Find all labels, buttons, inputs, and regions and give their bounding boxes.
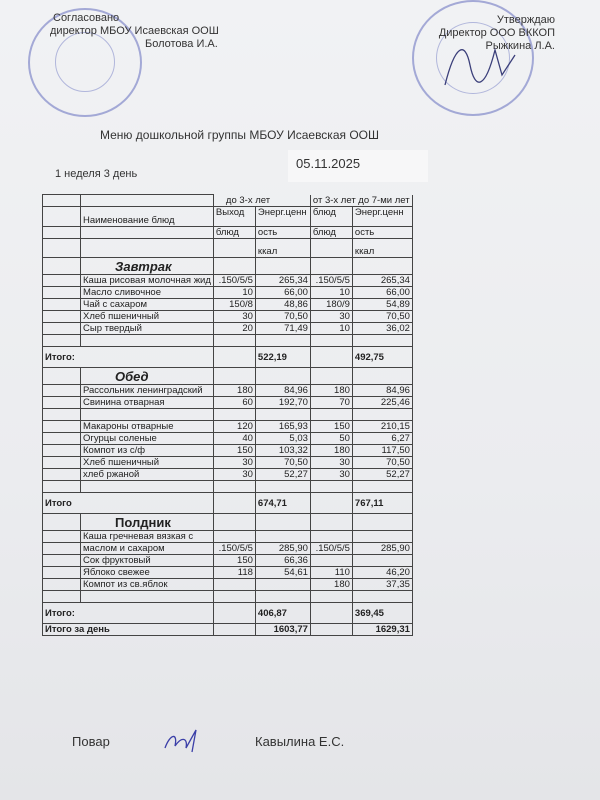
table-cell xyxy=(81,195,214,207)
menu-item-row xyxy=(43,433,413,445)
table-cell xyxy=(213,591,255,603)
col-energy-1: Энерг.ценн xyxy=(255,207,310,227)
energy-under3: 70,50 xyxy=(255,457,310,469)
output-under3: 40 xyxy=(213,433,255,445)
energy-under3: 70,50 xyxy=(255,311,310,323)
output-3to7: 30 xyxy=(310,457,352,469)
table-cell xyxy=(43,239,81,258)
table-cell xyxy=(43,531,81,543)
output-3to7: 30 xyxy=(310,469,352,481)
cook-label: Повар xyxy=(72,734,110,749)
table-cell xyxy=(213,239,255,258)
energy-3to7: 265,34 xyxy=(352,275,412,287)
approval-left-line1: Согласовано xyxy=(53,12,120,24)
cook-signature xyxy=(160,726,210,756)
total-label: Итого: xyxy=(43,347,214,368)
table-cell xyxy=(43,195,81,207)
total-3to7: 767,11 xyxy=(352,493,412,514)
menu-item-row xyxy=(43,543,413,555)
output-under3: 30 xyxy=(213,311,255,323)
table-cell xyxy=(43,555,81,567)
table-cell xyxy=(255,481,310,493)
energy-under3: 52,27 xyxy=(255,469,310,481)
table-cell xyxy=(213,335,255,347)
output-under3: 30 xyxy=(213,457,255,469)
table-cell xyxy=(43,481,81,493)
energy-3to7: 210,15 xyxy=(352,421,412,433)
table-cell xyxy=(43,397,81,409)
section-title: Обед xyxy=(81,368,214,385)
energy-3to7 xyxy=(352,531,412,543)
energy-under3: 54,61 xyxy=(255,567,310,579)
menu-item-row xyxy=(43,469,413,481)
energy-under3 xyxy=(255,531,310,543)
output-3to7: 180 xyxy=(310,385,352,397)
day-total-row xyxy=(43,624,413,636)
output-3to7: 10 xyxy=(310,323,352,335)
table-cell xyxy=(310,239,352,258)
table-cell xyxy=(43,207,81,227)
day-total-under3: 1603,77 xyxy=(255,624,310,636)
output-under3: 60 xyxy=(213,397,255,409)
dish-name xyxy=(81,409,214,421)
table-cell xyxy=(81,227,214,239)
dish-name: Рассольник ленинградский xyxy=(81,385,214,397)
output-under3: .150/5/5 xyxy=(213,275,255,287)
energy-under3: 48,86 xyxy=(255,299,310,311)
table-cell xyxy=(310,335,352,347)
output-3to7: 110 xyxy=(310,567,352,579)
table-cell xyxy=(310,603,352,624)
table-cell xyxy=(310,481,352,493)
table-cell xyxy=(43,514,81,531)
energy-under3: 165,93 xyxy=(255,421,310,433)
menu-item-row xyxy=(43,299,413,311)
dish-name: Макароны отварные xyxy=(81,421,214,433)
table-cell xyxy=(255,368,310,385)
table-cell xyxy=(81,335,214,347)
energy-3to7: 46,20 xyxy=(352,567,412,579)
dish-name: Свинина отварная xyxy=(81,397,214,409)
col-output-1: Выход xyxy=(213,207,255,227)
table-cell xyxy=(43,409,81,421)
menu-item-row xyxy=(43,555,413,567)
table-cell xyxy=(352,368,412,385)
table-cell xyxy=(43,287,81,299)
dish-name: Компот из с/ф xyxy=(81,445,214,457)
table-cell xyxy=(213,258,255,275)
table-cell xyxy=(43,579,81,591)
energy-3to7: 54,89 xyxy=(352,299,412,311)
output-3to7: 180 xyxy=(310,445,352,457)
table-cell xyxy=(310,258,352,275)
dish-name: Огурцы соленые xyxy=(81,433,214,445)
output-under3: 150/8 xyxy=(213,299,255,311)
output-3to7 xyxy=(310,531,352,543)
column-header-row xyxy=(43,207,413,227)
approval-right-line2: Директор ООО ВККОП xyxy=(438,27,555,39)
energy-3to7: 36,02 xyxy=(352,323,412,335)
date-box xyxy=(288,150,428,182)
table-cell xyxy=(43,258,81,275)
approval-left-line2: директор МБОУ Исаевская ООШ xyxy=(50,25,219,37)
menu-table xyxy=(42,194,413,636)
table-cell xyxy=(43,385,81,397)
energy-3to7: 117,50 xyxy=(352,445,412,457)
section-total-row xyxy=(43,493,413,514)
output-under3: 180 xyxy=(213,385,255,397)
menu-item-row xyxy=(43,275,413,287)
energy-under3: 66,36 xyxy=(255,555,310,567)
output-under3: 10 xyxy=(213,287,255,299)
energy-under3: 84,96 xyxy=(255,385,310,397)
age-group-2: от 3-х лет до 7-ми лет xyxy=(310,195,412,207)
dish-name: маслом и сахаром xyxy=(81,543,214,555)
dish-name: Каша рисовая молочная жид xyxy=(81,275,214,287)
energy-under3: 265,34 xyxy=(255,275,310,287)
menu-item-row xyxy=(43,397,413,409)
section-header-row xyxy=(43,514,413,531)
dish-name: Яблоко свежее xyxy=(81,567,214,579)
total-3to7: 492,75 xyxy=(352,347,412,368)
energy-3to7: 70,50 xyxy=(352,457,412,469)
col-output-1b: блюд xyxy=(213,227,255,239)
table-cell xyxy=(310,493,352,514)
table-cell xyxy=(43,368,81,385)
age-group-1: до 3-х лет xyxy=(213,195,310,207)
table-cell xyxy=(81,481,214,493)
blank-row xyxy=(43,481,413,493)
table-cell xyxy=(352,335,412,347)
dish-name: Масло сливочное xyxy=(81,287,214,299)
energy-3to7: 84,96 xyxy=(352,385,412,397)
section-total-row xyxy=(43,347,413,368)
table-cell xyxy=(213,603,255,624)
table-cell xyxy=(255,335,310,347)
output-under3: .150/5/5 xyxy=(213,543,255,555)
menu-item-row xyxy=(43,287,413,299)
section-total-row xyxy=(43,603,413,624)
table-cell xyxy=(81,239,214,258)
table-cell xyxy=(213,347,255,368)
table-cell xyxy=(213,514,255,531)
output-3to7: 50 xyxy=(310,433,352,445)
day-total-label: Итого за день xyxy=(43,624,214,636)
total-under3: 674,71 xyxy=(255,493,310,514)
table-cell xyxy=(310,514,352,531)
day-total-3to7: 1629,31 xyxy=(352,624,412,636)
col-energy-2: Энерг.ценн xyxy=(352,207,412,227)
dish-name: Чай с сахаром xyxy=(81,299,214,311)
output-under3: 118 xyxy=(213,567,255,579)
output-under3 xyxy=(213,531,255,543)
section-title: Полдник xyxy=(81,514,214,531)
column-unit-row xyxy=(43,239,413,258)
dish-name: Компот из св.яблок xyxy=(81,579,214,591)
energy-3to7: 285,90 xyxy=(352,543,412,555)
cook-name: Кавылина Е.С. xyxy=(255,734,345,749)
table-cell xyxy=(310,591,352,603)
menu-item-row xyxy=(43,445,413,457)
menu-item-row xyxy=(43,567,413,579)
section-header-row xyxy=(43,368,413,385)
energy-3to7: 225,46 xyxy=(352,397,412,409)
dish-name: Каша гречневая вязкая с xyxy=(81,531,214,543)
energy-under3 xyxy=(255,409,310,421)
table-cell xyxy=(43,567,81,579)
output-under3 xyxy=(213,409,255,421)
table-cell xyxy=(213,368,255,385)
energy-under3: 71,49 xyxy=(255,323,310,335)
energy-under3: 103,32 xyxy=(255,445,310,457)
date-value: 05.11.2025 xyxy=(296,156,361,171)
blank-row xyxy=(43,591,413,603)
table-cell xyxy=(43,445,81,457)
dish-name: Хлеб пшеничный xyxy=(81,457,214,469)
output-3to7: 180 xyxy=(310,579,352,591)
menu-item-row xyxy=(43,579,413,591)
table-cell xyxy=(213,493,255,514)
output-under3: 120 xyxy=(213,421,255,433)
table-cell xyxy=(352,258,412,275)
table-cell xyxy=(43,469,81,481)
table-cell xyxy=(43,227,81,239)
output-3to7: .150/5/5 xyxy=(310,275,352,287)
menu-item-row xyxy=(43,311,413,323)
output-3to7: 180/9 xyxy=(310,299,352,311)
output-3to7: .150/5/5 xyxy=(310,543,352,555)
energy-under3: 5,03 xyxy=(255,433,310,445)
table-cell xyxy=(43,299,81,311)
col-energy-1b: ость xyxy=(255,227,310,239)
approval-left-line3: Болотова И.А. xyxy=(145,38,218,50)
column-header-row-2 xyxy=(43,227,413,239)
table-cell xyxy=(43,543,81,555)
table-cell xyxy=(43,323,81,335)
section-title: Завтрак xyxy=(81,258,214,275)
dish-name: Сок фруктовый xyxy=(81,555,214,567)
table-cell xyxy=(43,421,81,433)
unit-kcal-2: ккал xyxy=(352,239,412,258)
output-3to7: 150 xyxy=(310,421,352,433)
col-output-2b: блюд xyxy=(310,227,352,239)
total-label: Итого xyxy=(43,493,214,514)
dish-name: Хлеб пшеничный xyxy=(81,311,214,323)
table-cell xyxy=(352,591,412,603)
total-under3: 406,87 xyxy=(255,603,310,624)
energy-3to7 xyxy=(352,409,412,421)
table-cell xyxy=(43,591,81,603)
energy-under3 xyxy=(255,579,310,591)
total-3to7: 369,45 xyxy=(352,603,412,624)
output-under3: 30 xyxy=(213,469,255,481)
output-under3 xyxy=(213,579,255,591)
section-header-row xyxy=(43,258,413,275)
output-3to7: 70 xyxy=(310,397,352,409)
output-3to7: 10 xyxy=(310,287,352,299)
table-cell xyxy=(213,624,255,636)
total-label: Итого: xyxy=(43,603,214,624)
unit-kcal-1: ккал xyxy=(255,239,310,258)
table-cell xyxy=(255,258,310,275)
dish-name: хлеб ржаной xyxy=(81,469,214,481)
blank-row xyxy=(43,335,413,347)
output-3to7 xyxy=(310,555,352,567)
table-cell xyxy=(81,591,214,603)
table-cell xyxy=(310,368,352,385)
approval-right-line3: Рыжкина Л.А. xyxy=(485,40,555,52)
menu-item-row xyxy=(43,323,413,335)
col-energy-2b: ость xyxy=(352,227,412,239)
table-cell xyxy=(255,591,310,603)
table-cell xyxy=(43,335,81,347)
menu-item-row xyxy=(43,409,413,421)
energy-under3: 285,90 xyxy=(255,543,310,555)
approval-right-line1: Утверждаю xyxy=(496,14,555,26)
energy-3to7 xyxy=(352,555,412,567)
table-cell xyxy=(310,347,352,368)
energy-3to7: 37,35 xyxy=(352,579,412,591)
table-cell xyxy=(352,514,412,531)
menu-item-row xyxy=(43,421,413,433)
col-output-2: блюд xyxy=(310,207,352,227)
output-under3: 150 xyxy=(213,445,255,457)
page-title: Меню дошкольной группы МБОУ Исаевская ООШ xyxy=(100,128,379,142)
energy-under3: 192,70 xyxy=(255,397,310,409)
energy-3to7: 70,50 xyxy=(352,311,412,323)
week-day-label: 1 неделя 3 день xyxy=(55,168,138,180)
table-cell xyxy=(43,457,81,469)
col-name-header: Наименование блюд xyxy=(81,207,214,227)
dish-name: Сыр твердый xyxy=(81,323,214,335)
energy-3to7: 52,27 xyxy=(352,469,412,481)
energy-3to7: 66,00 xyxy=(352,287,412,299)
energy-3to7: 6,27 xyxy=(352,433,412,445)
age-group-row xyxy=(43,195,413,207)
table-cell xyxy=(352,481,412,493)
director-signature xyxy=(440,35,520,95)
energy-under3: 66,00 xyxy=(255,287,310,299)
menu-item-row xyxy=(43,385,413,397)
output-under3: 150 xyxy=(213,555,255,567)
total-under3: 522,19 xyxy=(255,347,310,368)
table-cell xyxy=(255,514,310,531)
output-3to7: 30 xyxy=(310,311,352,323)
output-3to7 xyxy=(310,409,352,421)
table-cell xyxy=(43,275,81,287)
menu-item-row xyxy=(43,531,413,543)
table-cell xyxy=(43,433,81,445)
table-cell xyxy=(310,624,352,636)
approval-block-left xyxy=(50,12,219,51)
table-cell xyxy=(213,481,255,493)
output-under3: 20 xyxy=(213,323,255,335)
menu-item-row xyxy=(43,457,413,469)
table-cell xyxy=(43,311,81,323)
